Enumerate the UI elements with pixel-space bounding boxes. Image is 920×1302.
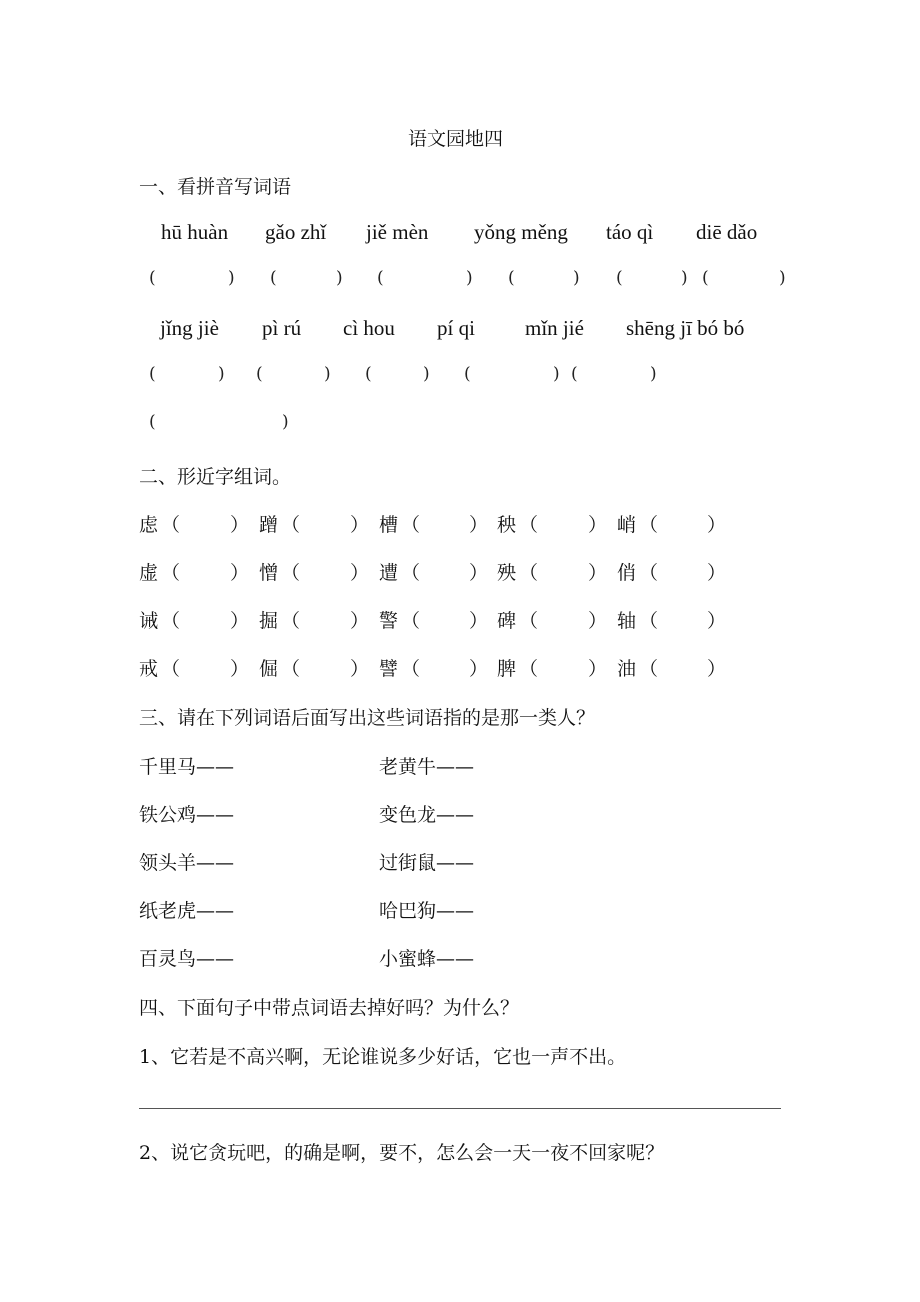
answer-blank-open: ( bbox=[571, 364, 578, 384]
answer-blank-close: ） bbox=[350, 610, 370, 632]
idiom-item: 变色龙—— bbox=[379, 804, 475, 826]
similar-char: 诫 bbox=[139, 610, 159, 632]
similar-char: 槽 bbox=[379, 514, 399, 536]
answer-blank-close: ) bbox=[282, 412, 289, 432]
answer-blank-open: （ bbox=[639, 562, 659, 584]
answer-blank-close: ） bbox=[350, 658, 370, 680]
pinyin-item: shēng jī bó bó bbox=[626, 316, 745, 340]
answer-blank-open: ( bbox=[365, 364, 372, 384]
answer-blank-close: ） bbox=[469, 610, 489, 632]
pinyin-item: jǐng jiè bbox=[160, 316, 219, 340]
similar-char: 掘 bbox=[259, 610, 279, 632]
answer-blank-close: ) bbox=[553, 364, 560, 384]
similar-char: 轴 bbox=[617, 610, 637, 632]
similar-char: 秧 bbox=[497, 514, 517, 536]
similar-char: 碑 bbox=[497, 610, 517, 632]
idiom-item: 过街鼠—— bbox=[379, 852, 475, 874]
answer-blank-open: （ bbox=[639, 514, 659, 536]
question-1: 1、它若是不高兴啊，无论谁说多少好话，它也一声不出。 bbox=[139, 1046, 627, 1068]
answer-blank-open: （ bbox=[161, 610, 181, 632]
answer-blank-open: ( bbox=[702, 268, 709, 288]
answer-blank-open: ( bbox=[508, 268, 515, 288]
pinyin-item: cì hou bbox=[343, 316, 395, 340]
answer-blank-close: ） bbox=[230, 658, 250, 680]
idiom-item: 纸老虎—— bbox=[139, 900, 235, 922]
answer-blank-open: ( bbox=[270, 268, 277, 288]
answer-blank-open: （ bbox=[161, 514, 181, 536]
answer-blank-close: ) bbox=[218, 364, 225, 384]
section2-heading: 二、形近字组词。 bbox=[139, 466, 292, 488]
answer-blank-close: ） bbox=[707, 562, 727, 584]
answer-blank-close: ） bbox=[707, 514, 727, 536]
similar-char: 俏 bbox=[617, 562, 637, 584]
answer-blank-open: ( bbox=[377, 268, 384, 288]
answer-blank-open: （ bbox=[161, 562, 181, 584]
answer-blank-open: （ bbox=[401, 610, 421, 632]
answer-blank-close: ） bbox=[230, 562, 250, 584]
answer-blank-close: ) bbox=[423, 364, 430, 384]
answer-blank-close: ） bbox=[469, 514, 489, 536]
answer-blank-open: ( bbox=[464, 364, 471, 384]
similar-char: 遭 bbox=[379, 562, 399, 584]
similar-char: 警 bbox=[379, 610, 399, 632]
answer-blank-close: ) bbox=[573, 268, 580, 288]
idiom-item: 千里马—— bbox=[139, 756, 235, 778]
answer-blank-open: （ bbox=[519, 514, 539, 536]
similar-char: 戒 bbox=[139, 658, 159, 680]
similar-char: 脾 bbox=[497, 658, 517, 680]
similar-char: 倔 bbox=[259, 658, 279, 680]
answer-blank-close: ） bbox=[230, 610, 250, 632]
answer-blank-close: ） bbox=[707, 658, 727, 680]
answer-blank-open: （ bbox=[161, 658, 181, 680]
pinyin-item: yǒng měng bbox=[474, 220, 568, 244]
answer-blank-open: （ bbox=[281, 514, 301, 536]
answer-blank-close: ) bbox=[650, 364, 657, 384]
answer-blank-close: ） bbox=[350, 562, 370, 584]
answer-blank-close: ) bbox=[779, 268, 786, 288]
answer-blank-open: ( bbox=[256, 364, 263, 384]
answer-blank-close: ) bbox=[336, 268, 343, 288]
idiom-item: 哈巴狗—— bbox=[379, 900, 475, 922]
answer-blank-open: ( bbox=[149, 364, 156, 384]
answer-blank-open: ( bbox=[616, 268, 623, 288]
answer-blank-open: （ bbox=[281, 562, 301, 584]
pinyin-item: pí qi bbox=[437, 316, 475, 340]
answer-blank-close: ) bbox=[324, 364, 331, 384]
answer-blank-close: ) bbox=[228, 268, 235, 288]
answer-blank-open: （ bbox=[281, 658, 301, 680]
answer-blank-close: ） bbox=[588, 658, 608, 680]
pinyin-item: hū huàn bbox=[161, 220, 229, 244]
answer-blank-close: ） bbox=[707, 610, 727, 632]
page-title: 语文园地四 bbox=[408, 128, 504, 150]
answer-blank-open: （ bbox=[281, 610, 301, 632]
idiom-item: 领头羊—— bbox=[139, 852, 235, 874]
answer-blank-open: （ bbox=[639, 658, 659, 680]
question-2: 2、说它贪玩吧，的确是啊，要不，怎么会一天一夜不回家呢？ bbox=[139, 1142, 665, 1164]
answer-blank-open: ( bbox=[149, 412, 156, 432]
idiom-item: 百灵鸟—— bbox=[139, 948, 235, 970]
pinyin-item: mǐn jié bbox=[525, 316, 584, 340]
idiom-item: 老黄牛—— bbox=[379, 756, 475, 778]
answer-blank-open: ( bbox=[149, 268, 156, 288]
answer-blank-open: （ bbox=[519, 562, 539, 584]
section3-heading: 三、请在下列词语后面写出这些词语指的是那一类人？ bbox=[139, 707, 596, 729]
similar-char: 虑 bbox=[139, 514, 159, 536]
similar-char: 峭 bbox=[617, 514, 637, 536]
answer-blank-close: ） bbox=[350, 514, 370, 536]
answer-blank-open: （ bbox=[401, 514, 421, 536]
answer-blank-close: ） bbox=[588, 610, 608, 632]
similar-char: 殃 bbox=[497, 562, 517, 584]
pinyin-item: diē dǎo bbox=[696, 220, 758, 244]
answer-blank-open: （ bbox=[639, 610, 659, 632]
pinyin-item: jiě mèn bbox=[366, 220, 429, 244]
idiom-item: 小蜜蜂—— bbox=[379, 948, 475, 970]
answer-blank-close: ） bbox=[469, 658, 489, 680]
pinyin-item: gǎo zhǐ bbox=[265, 220, 327, 244]
answer-blank-close: ) bbox=[466, 268, 473, 288]
answer-blank-open: （ bbox=[519, 658, 539, 680]
similar-char: 虚 bbox=[139, 562, 159, 584]
answer-blank-open: （ bbox=[401, 658, 421, 680]
answer-blank-open: （ bbox=[519, 610, 539, 632]
answer-blank-close: ） bbox=[588, 514, 608, 536]
answer-blank-close: ) bbox=[681, 268, 688, 288]
similar-char: 蹭 bbox=[259, 514, 279, 536]
similar-char: 油 bbox=[617, 658, 637, 680]
similar-char: 憎 bbox=[259, 562, 279, 584]
answer-blank-open: （ bbox=[401, 562, 421, 584]
section1-heading: 一、看拼音写词语 bbox=[139, 176, 292, 198]
pinyin-item: táo qì bbox=[606, 220, 654, 244]
similar-char: 譬 bbox=[379, 658, 399, 680]
answer-line bbox=[139, 1108, 781, 1109]
pinyin-item: pì rú bbox=[262, 316, 302, 340]
section4-heading: 四、下面句子中带点词语去掉好吗？为什么？ bbox=[139, 997, 520, 1019]
answer-blank-close: ） bbox=[469, 562, 489, 584]
answer-blank-close: ） bbox=[230, 514, 250, 536]
answer-blank-close: ） bbox=[588, 562, 608, 584]
idiom-item: 铁公鸡—— bbox=[139, 804, 235, 826]
